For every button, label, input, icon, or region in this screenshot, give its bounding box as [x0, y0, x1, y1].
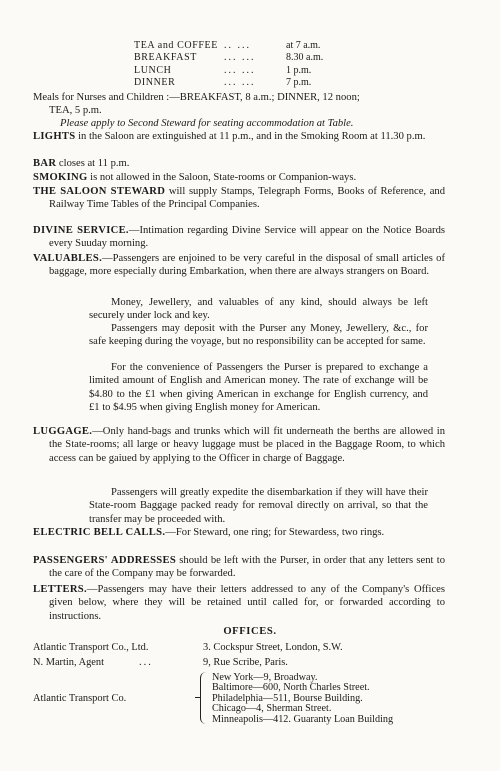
nurses-line-2: TEA, 5 p.m.	[49, 105, 102, 117]
meal-name: BREAKFAST	[134, 52, 198, 64]
electric-bell-text: —For Steward, one ring; for Stewardess, two rings.	[165, 527, 385, 538]
valuables-paragraph-4: For the convenience of Passengers the Purser is prepared to exchange a limited amount of English and American money. The rate of exchange will be $4.80 to the £1 when giving American in exchange for English currency, and £1 to $4.95 when giving English money for American.	[89, 362, 428, 413]
office-paris-name: N. Martin, Agent	[33, 657, 104, 668]
valuables-text: —Passengers are enjoined to be very careful in the disposal of small articles of baggage, more especially during Embarkation, when there are always strangers on Board.	[49, 253, 445, 278]
smoking-heading: SMOKING	[33, 172, 88, 183]
steward-notice	[33, 185, 445, 212]
meal-time: 1 p.m.	[286, 64, 312, 76]
meal-time: at 7 a.m.	[286, 40, 321, 51]
letters-text: —Passengers may have their letters addressed to any of the Company's Offices given below, where they will be retained until called for, or forwarded according to instructions.	[49, 584, 445, 622]
letters-heading: LETTERS.	[33, 584, 87, 595]
meal-row	[134, 51, 346, 63]
divine-service-text: —Intimation regarding Divine Service will appear on the Notice Boards every Suuday morning.	[49, 225, 445, 250]
electric-bell-notice	[33, 526, 445, 539]
meal-row	[134, 64, 346, 76]
meal-time: 7 p.m.	[286, 77, 312, 89]
addresses-notice	[33, 554, 445, 581]
office-paris	[33, 656, 288, 669]
meal-row	[134, 39, 346, 51]
leader-dots: ...	[139, 657, 153, 668]
steward-heading: THE SALOON STEWARD	[33, 186, 166, 197]
lights-notice	[33, 130, 445, 143]
offices-title: OFFICES.	[223, 626, 277, 637]
nurses-line-1: Meals for Nurses and Children :—BREAKFAST, 8 a.m.; DINNER, 12 noon;	[33, 92, 360, 103]
bar-text: closes at 11 p.m.	[56, 158, 130, 169]
city-office: New York—9, Broadway.	[212, 672, 318, 683]
valuables-paragraph-3: Passengers may deposit with the Purser any Money, Jewellery, &c., for safe keeping during the voyage, but no responsibility can be accepted for same.	[89, 323, 428, 348]
seating-note: Please apply to Second Steward for seating accommodation at Table.	[60, 118, 354, 129]
meal-times-table	[134, 39, 346, 89]
office-london	[33, 641, 343, 654]
bar-heading: BAR	[33, 158, 57, 169]
office-london-address: 3. Cockspur Street, London, S.W.	[203, 642, 343, 653]
meal-name: DINNER	[134, 77, 176, 89]
smoking-notice	[33, 171, 445, 184]
city-office: Minneapolis—412. Guaranty Loan Building	[212, 713, 394, 725]
divine-service-heading: DIVINE SERVICE.	[33, 225, 129, 236]
office-london-name: Atlantic Transport Co., Ltd.	[33, 642, 149, 653]
divine-service-notice	[33, 224, 445, 251]
valuables-notice	[33, 252, 445, 279]
bar-notice	[33, 157, 445, 170]
leader-dots: ... ...	[224, 52, 256, 64]
addresses-text: should be left with the Purser, in order that any letters sent to the care of the Company may be forwarded.	[49, 555, 445, 580]
luggage-notice	[33, 425, 445, 465]
valuables-heading: VALUABLES.	[33, 253, 103, 264]
meal-time: 8.30 a.m.	[286, 52, 324, 64]
leader-dots: ... ...	[224, 64, 256, 76]
office-us-name: Atlantic Transport Co.	[33, 693, 127, 704]
smoking-text: is not allowed in the Saloon, State-rooms or Companion-ways.	[87, 172, 357, 183]
luggage-heading: LUGGAGE.	[33, 426, 93, 437]
us-offices-list	[212, 673, 393, 725]
lights-text: in the Saloon are extinguished at 11 p.m., and in the Smoking Room at 11.30 p.m.	[75, 131, 426, 142]
brace	[200, 672, 209, 724]
letters-notice	[33, 583, 445, 623]
meal-row	[134, 76, 346, 88]
meal-name: LUNCH	[134, 64, 172, 76]
valuables-paragraph-2: Money, Jewellery, and valuables of any kind, should always be left securely under lock and key.	[89, 297, 428, 322]
luggage-text: —Only hand-bags and trunks which will fit underneath the berths are allowed in the State-rooms; all large or heavy luggage must be placed in the Baggage Room, to which access can be gaiued by applying to the Officer in charge of Baggage.	[49, 426, 445, 464]
meal-name: TEA and COFFEE	[134, 40, 218, 51]
steward-text: will supply Stamps, Telegraph Forms, Books of Reference, and Railway Time Tables of the Principal Companies.	[49, 186, 445, 211]
office-paris-address: 9, Rue Scribe, Paris.	[203, 657, 288, 668]
lights-heading: LIGHTS	[33, 131, 76, 142]
city-office: Chicago—4, Sherman Street.	[212, 703, 332, 715]
addresses-heading: PASSENGERS' ADDRESSES	[33, 555, 177, 566]
leader-dots: .. ...	[224, 40, 251, 51]
electric-bell-heading: ELECTRIC BELL CALLS.	[33, 527, 166, 538]
city-office: Philadelphia—511, Bourse Building.	[212, 692, 363, 704]
luggage-paragraph-2: Passengers will greatly expedite the disembarkation if they will have their State-room Baggage packed ready for removal directly on arrival, so that the transfer may be proceeded with.	[89, 487, 428, 525]
nurses-meals	[33, 91, 429, 118]
leader-dots: ... ...	[224, 77, 256, 89]
brace-tip	[195, 697, 201, 698]
city-office: Baltimore—600, North Charles Street.	[212, 682, 370, 694]
